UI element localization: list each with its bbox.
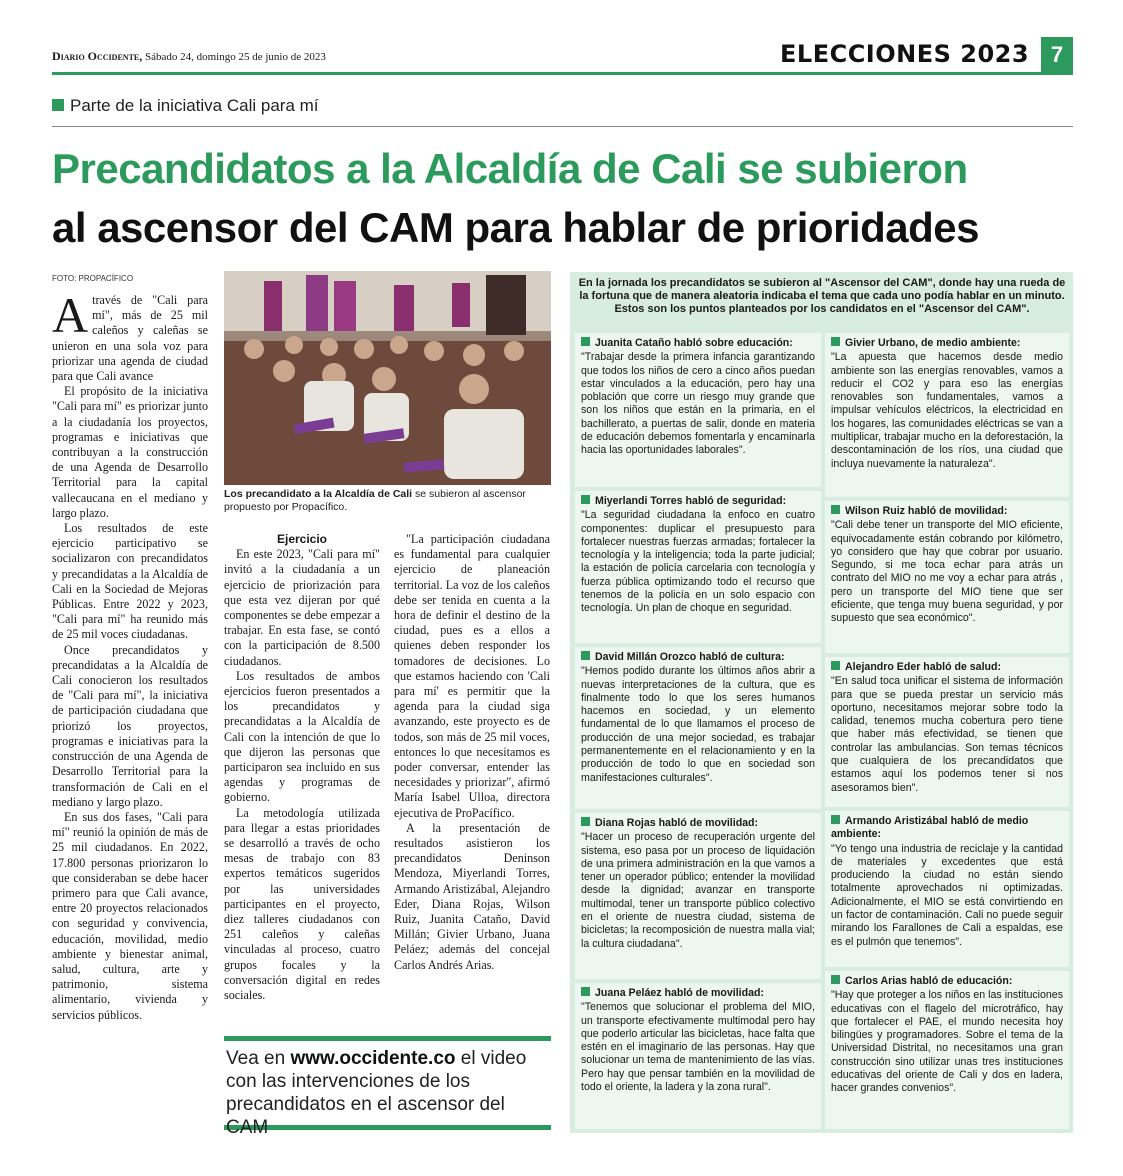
kicker-text: Parte de la iniciativa Cali para mí bbox=[70, 96, 319, 115]
sidebar-intro: En la jornada los precandidatos se subieron al "Ascensor del CAM", donde hay una rueda de la fortuna que de manera aleatoria indicaba el tema que cada uno podía hablar en un minuto. Estos son los puntos planteados por los candidatos en el "Ascensor del CAM". bbox=[578, 277, 1066, 315]
candidate-quote: Armando Aristizábal habló de medio ambiente: "Yo tengo una industria de reciclaje y la cantidad de materiales y excedentes que está produciendo la ciudad no están siendo totalmente aprovechados ni optimizadas. Adicionalmente, el MIO se está convirtiendo en un factor de contaminación. Cali no puede seguir mirando los Farallones de Cali a espaldas, ese es el pulmón que tenemos". bbox=[825, 811, 1069, 967]
candidate-quote: Carlos Arias habló de educación: "Hay que proteger a los niños en las instituciones educativas con el flagelo del microtráfico, hay que fortalecer el PAE, el mundo necesita hoy bilingües y programadores. Sobre el tema de la Universidad Distrital, no necesitamos una gran construcción sino utilizar unas tres instituciones educativas del oriente de Cali y dos en ladera, hacer grandes convenios". bbox=[825, 971, 1069, 1129]
candidate-quote: Miyerlandi Torres habló de seguridad: "La seguridad ciudadana la enfoco en cuatro componentes: duplicar el presupuesto para fortalecer nuestras fuerzas armadas; fortalecer la tecnología y la inteligencia; toda la parte judicial; la estación de policía carcelaria con tecnología y fuerza pública optimizando todo el recurso que tenemos de la policía en un solo espacio con tecnología. Un plan de choque en seguridad. bbox=[575, 491, 821, 643]
square-bullet-icon bbox=[831, 815, 840, 824]
square-bullet-icon bbox=[831, 505, 840, 514]
square-bullet-icon bbox=[52, 99, 64, 111]
body-column-2 bbox=[224, 532, 380, 1003]
body-column-3 bbox=[394, 532, 550, 973]
square-bullet-icon bbox=[831, 337, 840, 346]
headline-line-1: Precandidatos a la Alcaldía de Cali se subieron bbox=[52, 145, 968, 192]
body-paragraph: En este 2023, "Cali para mí" invitó a la ciudadanía a un ejercicio de priorización para que esta vez dijeran por qué componentes se debe empezar a trabajar. En esta fase, se contó con la participación de 8.500 ciudadanos. bbox=[224, 547, 380, 668]
kicker bbox=[52, 96, 319, 116]
square-bullet-icon bbox=[581, 651, 590, 660]
newspaper-brand: Diario Occidente, bbox=[52, 49, 143, 63]
square-bullet-icon bbox=[831, 661, 840, 670]
body-paragraph: Los resultados de este ejercicio participativo se socializaron con precandidatos y precandidatas a la Alcaldía de Cali en la Sociedad de Mejoras Públicas. Entre 2022 y 2023, "Cali para mí" ha reunido más de 25 mil voces ciudadanas. bbox=[52, 521, 208, 642]
photo-credit: FOTO: PROPACÍFICO bbox=[52, 274, 134, 283]
masthead bbox=[52, 49, 326, 64]
candidate-quote: Juana Peláez habló de movilidad: "Tenemos que solucionar el problema del MIO, un transporte efectivamente multimodal pero hay que poderlo articular las bicicletas, hace falta que estén en el imaginario de las personas. Hay que solucionar un tema de mantenimiento de las vías. Pero hay que pensar también en la movilidad de todo el oriente, la ladera y la zona rural". bbox=[575, 983, 821, 1129]
candidate-quote: Wilson Ruiz habló de movilidad: "Cali debe tener un transporte del MIO eficiente, equivocadamente están cobrando por kilómetro, yo considero que hay que cobrar por usuario. Segundo, si me toca echar para atrás un contrato del MIO no me voy a echar para atrás , pero un transporte del MIO tiene que ser eficiente, que tenga muy buena seguridad, y por supuesto que sea económico". bbox=[825, 501, 1069, 653]
body-paragraph: La metodología utilizada para llegar a estas prioridades se desarrolló a través de ocho mesas de trabajo con 83 expertos temáticos sugeridos por las universidades participantes en el proyecto, diez talleres ciudadanos con 251 caleños y caleñas vinculadas al proceso, cuatro grupos focales y la conversación digital en redes sociales. bbox=[224, 805, 380, 1003]
body-paragraph: Los resultados de ambos ejercicios fueron presentados a los precandidatos y precandidatas a la Alcaldía de Cali con la intención de que lo que dijeron las personas que participaron sea incluido en sus agendas y programas de gobierno. bbox=[224, 668, 380, 805]
square-bullet-icon bbox=[581, 817, 590, 826]
body-paragraph: El propósito de la iniciativa "Cali para mí" es priorizar junto a la ciudadanía los proyectos, programas e iniciativas que contribuyan a la construcción de una Agenda de Desarrollo Territorial para la capital vallecaucana en el mediano y largo plazo. bbox=[52, 384, 208, 520]
body-paragraph: En sus dos fases, "Cali para mí" reunió la opinión de más de 25 mil ciudadanos. En 2022, 17.800 personas priorizaron lo que consideraban se debe hacer primero para que Cali avance, entre 20 proyectos relacionados con seguridad y convivencia, educación, movilidad, medio ambiente y bienestar animal, salud, cultura, arte y patrimonio, sistema alimentario, vivienda y servicios públicos. bbox=[52, 809, 208, 1022]
candidate-quote: Juanita Cataño habló sobre educación: "Trabajar desde la primera infancia garantizando que todos los niños de cero a cinco años puedan estar vinculados a la educación, pero hay una población que corre un riesgo muy grande que son los niños que están en la primaria, en el bachillerato, a puertas de salir, donde en materia de educación debemos fomentarla y encaminarla hacia las oportunidades laborales". bbox=[575, 333, 821, 487]
square-bullet-icon bbox=[581, 987, 590, 996]
issue-date: Sábado 24, domingo 25 de junio de 2023 bbox=[144, 51, 326, 63]
page-number: 7 bbox=[1041, 37, 1073, 73]
photo-caption: Los precandidato a la Alcaldía de Cali se subieron al ascensor propuesto por Propacífico. bbox=[224, 488, 526, 513]
square-bullet-icon bbox=[581, 495, 590, 504]
square-bullet-icon bbox=[831, 975, 840, 984]
candidate-quote: David Millán Orozco habló de cultura: "Hemos podido durante los últimos años abrir a nuevas interpretaciones de la cultura, que es finalmente todo lo que los seres humanos hacemos en sociedad, y un elemento fundamental de lo que llamamos el proceso de producción de una mejor sociedad, es trabajar permanentemente en el relacionamiento y en la producción de todo lo que en sociedad son manifestaciones culturales". bbox=[575, 647, 821, 809]
candidate-quote: Alejandro Eder habló de salud: "En salud toca unificar el sistema de información para que se pueda prestar un servicio más oportuno, necesitamos mejorar sobre todo la calidad, tenemos mucha cobertura pero tiene que haber más efectividad, se tienen que controlar las ambulancias. Son temas técnicos que cualquiera de los precandidatos que estamos aquí los podemos tener si nos asesoramos bien". bbox=[825, 657, 1069, 807]
candidate-quote: Diana Rojas habló de movilidad: "Hacer un proceso de recuperación urgente del sistema, eso pasa por un proceso de liquidación de una primera administración en la que vamos a tener un operador público; entender la movilidad desde la dignidad; avanzar en transporte multimodal, tener un transporte público colectivo en el oriente de nuestra ciudad, sistema de bicicletas; la recomposición de nuestra malla vial; la cultura ciudadana". bbox=[575, 813, 821, 979]
website-link[interactable]: www.occidente.co bbox=[290, 1048, 456, 1069]
body-paragraph: Once precandidatos y precandidatas a la Alcaldía de Cali conocieron los resultados de "Cali para mí", la iniciativa de participación ciudadana que priorizó los proyectos, programas e iniciativas para la construcción de una Agenda de Desarrollo Territorial para la transformación de Cali en el mediano y largo plazo. bbox=[52, 642, 208, 809]
header-divider bbox=[52, 72, 1073, 75]
square-bullet-icon bbox=[581, 337, 590, 346]
body-paragraph: Através de "Cali para mí", más de 25 mil caleños y caleñas se unieron en una sola voz para priorizar una agenda de ciudad para que Cali avance bbox=[52, 287, 208, 384]
body-paragraph: "La participación ciudadana es fundamental para cualquier ejercicio de planeación territorial. La voz de los caleños debe ser tenida en cuenta a la hora de definir el destino de la ciudad, pues es a ellos a quienes deben responder los tomadores de decisiones. Lo que estamos haciendo con 'Cali para mí' es permitir que la agenda para la ciudad siga avanzando, este proyecto es de todos, son más de 25 mil voces, entonces lo que necesitamos es poder conversar, entender las necesidades y priorizar", afirmó María Isabel Ulloa, directora ejecutiva de ProPacífico. bbox=[394, 532, 550, 820]
body-column-1 bbox=[52, 287, 208, 1023]
candidate-quote: Givier Urbano, de medio ambiente: "La apuesta que hacemos desde medio ambiente son las energías renovables, vamos a reducir el CO2 y para eso las energías renovables son fundamentales, vamos a impulsar vehículos eléctricos, la electricidad en los hogares, las comunidades eléctricas se van a multiplicar, trabajar mucho en la deforestación, la descontaminación de los ríos, una ciudad que incluya nuevamente la naturaleza". bbox=[825, 333, 1069, 497]
crowd-photo-icon bbox=[224, 271, 551, 485]
section-subhead: Ejercicio bbox=[276, 532, 328, 546]
headline-line-2: al ascensor del CAM para hablar de prioridades bbox=[52, 204, 979, 251]
kicker-divider bbox=[52, 126, 1073, 127]
body-paragraph: A la presentación de resultados asistieron los precandidatos Deninson Mendoza, Miyerlandi Torres, Armando Aristizábal, Alejandro Eder, Diana Rojas, Wilson Ruiz, Juanita Cataño, David Millán; Givier Urbano, Juana Peláez; además del concejal Carlos Andrés Arias. bbox=[394, 820, 550, 972]
video-promo: Vea en www.occidente.co el video con las intervenciones de los precandidatos en el ascensor del CAM bbox=[224, 1036, 551, 1130]
drop-cap: A bbox=[52, 287, 89, 343]
section-title: ELECCIONES 2023 bbox=[780, 40, 1030, 68]
